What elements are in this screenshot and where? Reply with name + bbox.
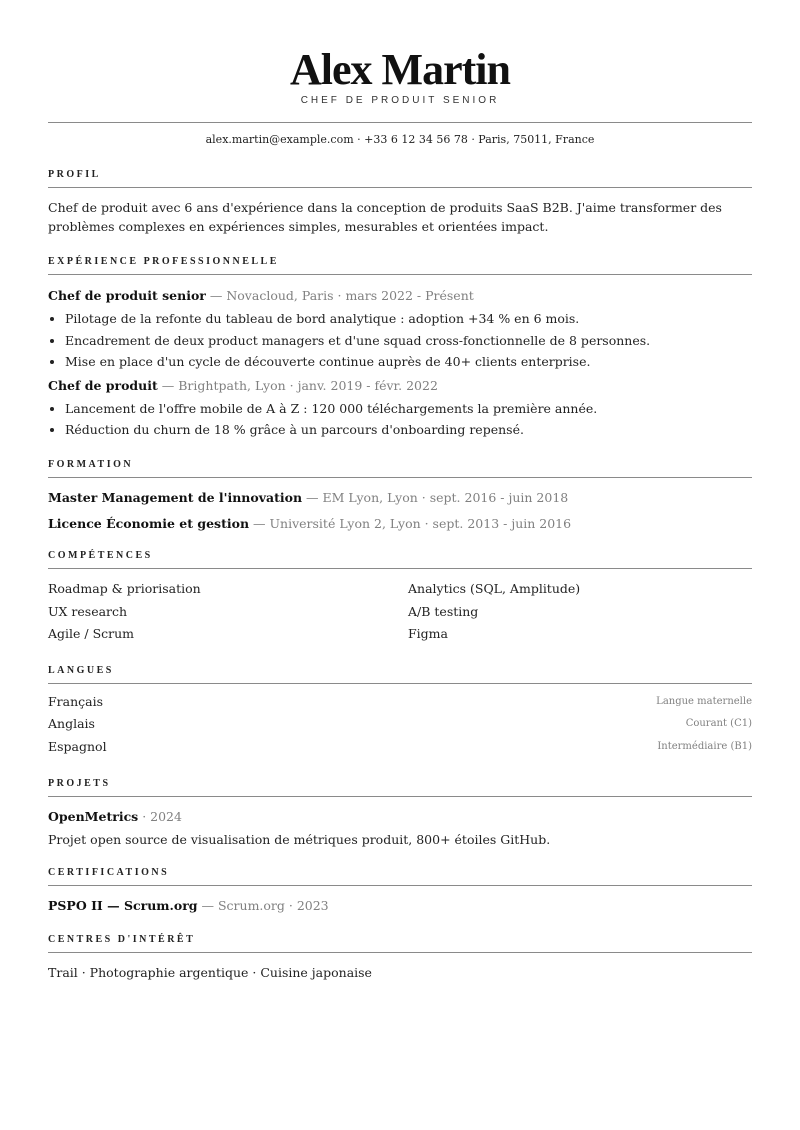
job-role: Chef de produit: [48, 377, 158, 393]
skill-item: UX research: [48, 603, 128, 619]
certification-entry: [48, 896, 752, 915]
certification-name: PSPO II — Scrum.org: [48, 898, 198, 913]
language-name: Français: [48, 693, 104, 709]
language-name: Anglais: [48, 716, 95, 732]
section-title: EXPÉRIENCE PROFESSIONNELLE: [48, 255, 752, 275]
language-list: [48, 690, 752, 758]
skill-item: Agile / Scrum: [48, 626, 135, 641]
language-row: [48, 690, 752, 713]
job-headline: CHEF DE PRODUIT SENIOR: [300, 95, 500, 106]
project-year: · 2024: [142, 809, 182, 824]
section-projets: [48, 777, 752, 849]
project-description: Projet open source de visualisation de métriques produit, 800+ étoiles GitHub.: [48, 832, 551, 847]
language-row: [48, 735, 752, 758]
section-title: PROFIL: [48, 168, 752, 188]
section-langues: [48, 664, 752, 758]
section-title: PROJETS: [48, 777, 752, 797]
job-bullet: • Mise en place d'un cycle de découverte continue auprès de 40+ clients enterprise.: [65, 351, 752, 373]
job-entry: [48, 286, 752, 373]
job-bullets: [48, 308, 752, 373]
education-meta: — EM Lyon, Lyon · sept. 2016 - juin 2018: [306, 490, 569, 505]
education-degree: Master Management de l'innovation: [48, 490, 303, 505]
section-title: FORMATION: [48, 458, 752, 478]
language-level: Courant (C1): [685, 718, 752, 730]
section-title: LANGUES: [48, 664, 752, 684]
skill-item: Figma: [408, 626, 448, 641]
job-bullet: • Pilotage de la refonte du tableau de bord analytique : adoption +34 % en 6 mois.: [65, 308, 752, 330]
section-title: CERTIFICATIONS: [48, 866, 752, 886]
skill-item: Roadmap & priorisation: [48, 581, 201, 596]
job-meta: — Brightpath, Lyon · janv. 2019 - févr. 2022: [161, 377, 438, 393]
job-bullets: [48, 398, 752, 441]
language-level: Intermédiaire (B1): [657, 740, 752, 752]
section-profil: [48, 168, 752, 236]
job-bullet: • Lancement de l'offre mobile de A à Z : 120 000 téléchargements la première année.: [65, 398, 752, 420]
skill-item: Analytics (SQL, Amplitude): [408, 581, 581, 596]
project-name: OpenMetrics: [48, 809, 139, 824]
certification-meta: — Scrum.org · 2023: [201, 898, 329, 913]
language-level: Langue maternelle: [656, 695, 752, 707]
language-name: Espagnol: [48, 738, 107, 754]
job-bullet: • Réduction du churn de 18 % grâce à un parcours d'onboarding repensé.: [65, 419, 752, 441]
section-experience: [48, 255, 752, 441]
section-title: COMPÉTENCES: [48, 549, 752, 569]
interests-text: Trail · Photographie argentique · Cuisine japonaise: [48, 965, 372, 980]
section-title: CENTRES D'INTÉRÊT: [48, 933, 752, 953]
skills-grid: [48, 579, 752, 643]
header-divider: [48, 122, 752, 123]
job-meta: — Novacloud, Paris · mars 2022 - Présent: [209, 288, 474, 303]
education-degree: Licence Économie et gestion: [48, 515, 250, 531]
skill-item: A/B testing: [408, 603, 479, 619]
language-row: [48, 713, 752, 736]
section-formation: [48, 458, 752, 533]
profil-text: Chef de produit avec 6 ans d'expérience dans la conception de produits SaaS B2B. J'aime transformer des problèmes complexes en expériences simples, mesurables et orientées impact.: [48, 200, 722, 234]
education-entry: [48, 488, 752, 507]
job-entry: [48, 376, 752, 441]
candidate-name: Alex Martin: [290, 45, 510, 94]
contact-line: alex.martin@example.com · +33 6 12 34 56 78 · Paris, 75011, France: [205, 133, 595, 146]
education-entry: [48, 514, 752, 533]
section-certifications: [48, 866, 752, 915]
job-bullet: • Encadrement de deux product managers et d'une squad cross-fonctionnelle de 8 personnes.: [65, 330, 752, 352]
section-interets: [48, 933, 752, 982]
section-competences: [48, 549, 752, 643]
job-role: Chef de produit senior: [48, 288, 206, 303]
education-meta: — Université Lyon 2, Lyon · sept. 2013 - juin 2016: [253, 515, 572, 531]
project-entry: [48, 807, 752, 826]
